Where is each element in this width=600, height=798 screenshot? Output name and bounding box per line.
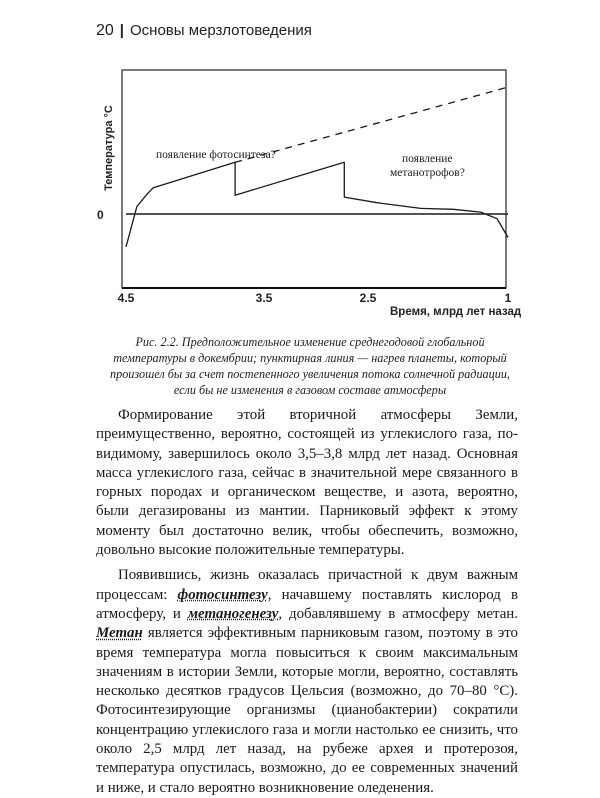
term-methanogenesis: метаногенезу [187, 605, 279, 622]
page-header [96, 22, 312, 40]
x-axis-label: Время, млрд лет назад [390, 306, 522, 318]
p2-text-d: является эффективным парниковым газом, поэтому в это время температура могла повыситься к своим максимальным значениям в истории Земли, которые могли, вероятно, составлять несколько десятков градусов Цельсия (возможно, до 70–80 °С). Фотосинтезирующие организмы (цианобактерии) сократили концентрацию углекислого газа и могли настолько ее снизить, что около 2,5 млрд лет назад, на рубеже архея и протерозоя, температура опустилась, возможно, до ее современных значений и ниже, и стало вероятно возникновение оледенения. [96, 625, 518, 796]
page-number: 20 [96, 22, 114, 39]
temperature-chart [84, 62, 534, 332]
x-tick-2-5: 2.5 [359, 291, 377, 305]
p2-text-c: , добавлявшему в атмосферу метан. [278, 605, 518, 622]
y-tick-zero: 0 [97, 208, 104, 222]
term-methane: Метан [96, 625, 143, 642]
paragraph-1: Формирование этой вторичной атмосферы Земли, преимущественно, вероятно, состоящей из углекислого газа, по-видимому, завершилось около 3,5–3,8 млрд лет назад. Основная масса углекислого газа, сейчас в значительной мере связанного в горных породах и органическом веществе, и азота, вероятно, были дегазированы из мантии. Парниковый эффект к этому моменту был достаточно велик, чтобы обеспечить, возможно, довольно высокие положительные температуры. [96, 407, 518, 559]
p2-text-a: Появившись, жизнь оказалась причастной к двум важным процессам: [96, 567, 518, 603]
header-separator: | [119, 22, 124, 39]
term-photosynthesis: фотосинтезу [177, 586, 268, 603]
x-tick-4-5: 4.5 [117, 291, 135, 305]
y-axis-label: Температура °С [103, 105, 115, 191]
annotation-methanotrophs: появление метанотрофов? [390, 153, 465, 179]
solar-warming-dashed-line [235, 87, 508, 162]
annotation-photosynthesis: появление фотосинтеза? [156, 149, 276, 161]
x-tick-1: 1 [504, 291, 512, 305]
p2-text-b: , начавшему поставлять кислород в атмосферу, и [96, 586, 518, 622]
paragraph-2 [96, 566, 518, 798]
figure-caption: Рис. 2.2. Предположительное изменение среднегодовой глобальной температуры в докембрии; пунктирная линия — нагрев планеты, который произошел бы за счет постепенного увеличения потока солнечной радиации, если бы не изменения в газовом составе атмосферы [110, 335, 510, 397]
book-title: Основы мерзлотоведения [130, 22, 312, 39]
x-tick-3-5: 3.5 [255, 291, 273, 305]
chart-svg [84, 62, 534, 332]
article-body [96, 406, 518, 798]
